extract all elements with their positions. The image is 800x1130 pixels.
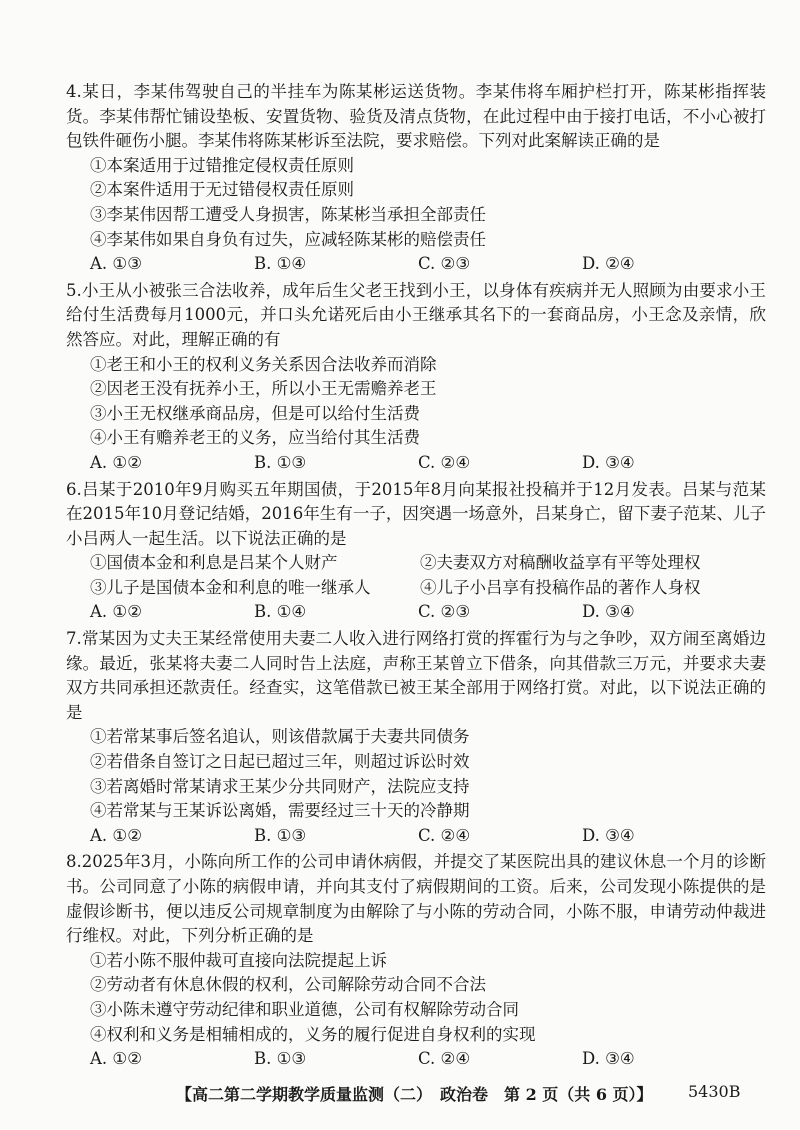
- statement-2: ②夫妻双方对稿酬收益享有平等处理权: [420, 553, 701, 573]
- choice-d: D. ③④: [582, 825, 635, 845]
- statement-3: ③小陈未遵守劳动纪律和职业道德，公司有权解除劳动合同: [90, 999, 519, 1019]
- question-stem: [66, 80, 766, 154]
- statement-1: ①若小陈不服仲裁可直接向法院提起上诉: [90, 950, 387, 970]
- choice-d: D. ③④: [582, 602, 635, 622]
- question-text: 吕某于2010年9月购买五年期国债，于2015年8月向某报社投稿并于12月发表。吕某与范某在2015年10月登记结婚，2016年生有一子，因突遇一场意外，吕某身亡，留下妻子范某、儿子小吕两人一起生活。以下说法正确的是: [66, 479, 766, 548]
- statement-4: ④小王有赡养老王的义务，应当给付其生活费: [90, 428, 420, 448]
- choice-a: A. ①②: [90, 1049, 142, 1069]
- statement-grid: [66, 551, 766, 600]
- statement-1: ①国债本金和利息是吕某个人财产: [90, 553, 338, 573]
- statement-1: ①老王和小王的权利义务关系因合法收养而消除: [90, 354, 437, 374]
- statement-3: ③李某伟因帮工遭受人身损害，陈某彬当承担全部责任: [90, 204, 486, 224]
- footer-paper-code: 5430B: [688, 1082, 741, 1101]
- statement-3: ③若离婚时常某请求王某少分共同财产，法院应支持: [90, 776, 470, 796]
- choice-d: D. ③④: [582, 452, 635, 472]
- question-8: [66, 850, 766, 1071]
- question-number: 7.: [66, 629, 82, 649]
- choice-d: D. ③④: [582, 1049, 635, 1069]
- statement-1: ①若常某事后签名追认，则该借款属于夫妻共同债务: [90, 727, 470, 747]
- choice-c: C. ②④: [418, 452, 471, 472]
- statement-4: ④李某伟如果自身负有过失，应减轻陈某彬的赔偿责任: [90, 229, 486, 249]
- question-text: 某日，李某伟驾驶自己的半挂车为陈某彬运送货物。李某伟将车厢护栏打开，陈某彬指挥装货。李某伟帮忙铺设垫板、安置货物、验货及清点货物，在此过程中由于接打电话，不小心被打包铁件砸伤小腿。李某伟将陈某彬诉至法院，要求赔偿。下列对此案解读正确的是: [66, 82, 766, 151]
- question-stem: [66, 279, 766, 353]
- choice-b: B. ①④: [254, 602, 307, 622]
- question-number: 6.: [66, 479, 82, 499]
- choice-b: B. ①③: [254, 452, 307, 472]
- choice-b: B. ①③: [254, 825, 307, 845]
- question-number: 4.: [66, 82, 82, 101]
- answer-choices: [66, 1047, 766, 1072]
- question-stem: [66, 478, 766, 552]
- question-text: 小王从小被张三合法收养，成年后生父老王找到小王，以身体有疾病并无人照顾为由要求小王给付生活费每月1000元，并口头允诺死后由小王继承其名下的一套商品房，小王念及亲情，欣然答应。对此，理解正确的有: [66, 280, 766, 349]
- statement-2: ②因老王没有抚养小王，所以小王无需赡养老王: [90, 379, 437, 399]
- question-7: [66, 627, 766, 848]
- choice-b: B. ①③: [254, 1049, 307, 1069]
- choice-c: C. ②③: [418, 602, 471, 622]
- choice-c: C. ②④: [418, 825, 471, 845]
- statement-2: ②劳动者有休息休假的权利，公司解除劳动合同不合法: [90, 975, 486, 995]
- answer-choices: [66, 824, 766, 849]
- question-6: [66, 478, 766, 626]
- question-number: 8.: [66, 852, 82, 872]
- question-text: 常某因为丈夫王某经常使用夫妻二人收入进行网络打赏的挥霍行为与之争吵，双方闹至离婚边缘。最近，张某将夫妻二人同时告上法庭，声称王某曾立下借条，向其借款三万元，并要求夫妻双方共同承担还款责任。经查实，这笔借款已被王某全部用于网络打赏。对此，以下说法正确的是: [66, 629, 766, 722]
- statement-1: ①本案适用于过错推定侵权责任原则: [90, 155, 354, 175]
- choice-c: C. ②④: [418, 1049, 471, 1069]
- exam-page: [66, 80, 766, 1074]
- question-number: 5.: [66, 280, 82, 300]
- choice-c: C. ②③: [418, 254, 471, 274]
- footer-exam-info: 【高二第二学期教学质量监测（二） 政治卷 第 2 页（共 6 页）】: [176, 1085, 653, 1104]
- choice-a: A. ①③: [90, 254, 142, 274]
- choice-b: B. ①④: [254, 254, 307, 274]
- question-stem: [66, 850, 766, 948]
- question-text: 2025年3月，小陈向所工作的公司申请休病假，并提交了某医院出具的建议休息一个月的诊断书。公司同意了小陈的病假申请，并向其支付了病假期间的工资。后来，公司发现小陈提供的是虚假诊断书，便以违反公司规章制度为由解除了与小陈的劳动合同，小陈不服，申请劳动仲裁进行维权。对此，下列分析正确的是: [66, 852, 766, 946]
- choice-d: D. ②④: [582, 254, 635, 274]
- choice-a: A. ①②: [90, 452, 142, 472]
- answer-choices: [66, 252, 766, 277]
- question-5: [66, 279, 766, 476]
- statement-2: ②本案件适用于无过错侵权责任原则: [90, 180, 354, 200]
- question-4: [66, 80, 766, 277]
- statement-3: ③儿子是国债本金和利息的唯一继承人: [90, 577, 371, 597]
- answer-choices: [66, 451, 766, 476]
- statement-4: ④若常某与王某诉讼离婚，需要经过三十天的冷静期: [90, 801, 470, 821]
- question-stem: [66, 627, 766, 725]
- statement-2: ②若借条自签订之日起已超过三年，则超过诉讼时效: [90, 752, 470, 772]
- statement-3: ③小王无权继承商品房，但是可以给付生活费: [90, 403, 420, 423]
- choice-a: A. ①②: [90, 825, 142, 845]
- answer-choices: [66, 600, 766, 625]
- statement-4: ④儿子小吕享有投稿作品的著作人身权: [420, 577, 701, 597]
- statement-4: ④权利和义务是相辅相成的，义务的履行促进自身权利的实现: [90, 1024, 536, 1044]
- choice-a: A. ①②: [90, 602, 142, 622]
